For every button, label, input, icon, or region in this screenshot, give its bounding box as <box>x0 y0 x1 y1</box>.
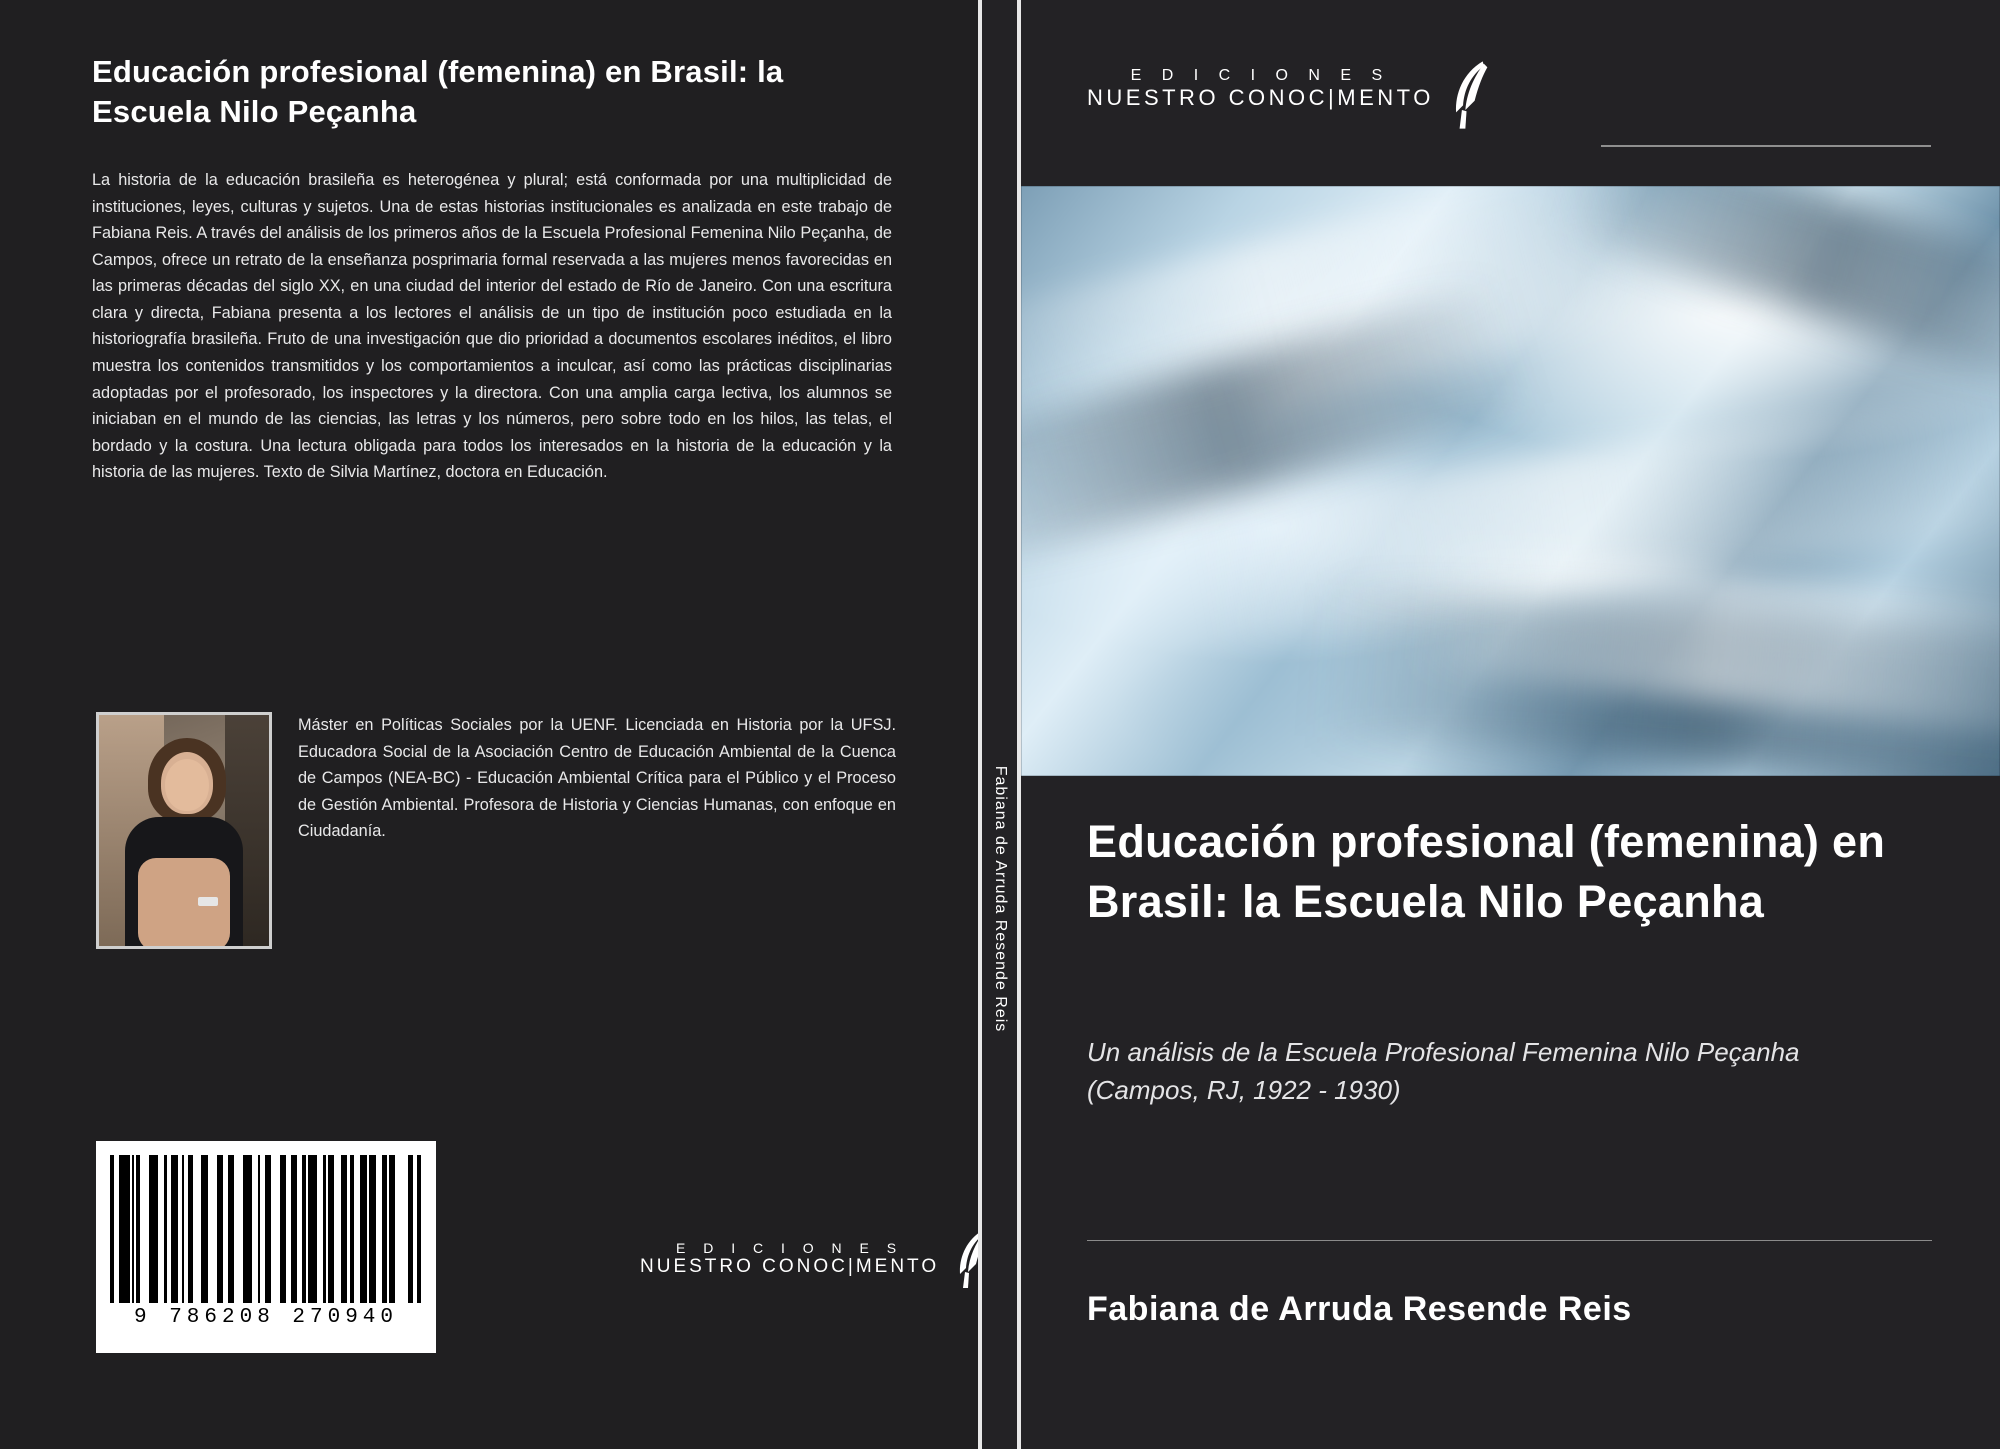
barcode-bars <box>110 1155 422 1303</box>
publisher-logo-front <box>1087 58 1486 120</box>
front-cover-subtitle: Un análisis de la Escuela Profesional Femenina Nilo Peçanha (Campos, RJ, 1922 - 1930) <box>1087 1037 1800 1105</box>
cover-image-silk-fabric <box>1021 186 2000 776</box>
front-cover-header <box>1021 0 2000 186</box>
author-photo <box>96 712 272 949</box>
publisher-name-line2: NUESTRO CONOC|MENTO <box>640 1256 940 1278</box>
front-cover-divider <box>1087 1240 1932 1241</box>
publisher-name-line1: E D I C I O N E S <box>675 1239 904 1256</box>
publisher-name-line2: NUESTRO CONOC|MENTO <box>1087 85 1434 111</box>
header-divider <box>1601 145 1931 147</box>
author-block <box>96 712 896 949</box>
quill-icon <box>1448 58 1486 120</box>
back-cover-title: Educación profesional (femenina) en Brasil: la Escuela Nilo Peçanha <box>92 54 784 130</box>
book-spine <box>978 0 1021 1449</box>
barcode <box>96 1141 436 1353</box>
back-cover-blurb: La historia de la educación brasileña es heterogénea y plural; está conformada por una multiplicidad de instituciones, leyes, culturas y sujetos. Una de estas historias institucionales es analizada en este trabajo de Fabiana Reis. A través del análisis de los primeros años de la Escuela Profesional Femenina Nilo Peçanha, de Campos, ofrece un retrato de la enseñanza posprimaria formal reservada a las mujeres menos favorecidas en las primeras décadas del siglo XX, en una ciudad del interior del estado de Río de Janeiro. Con una escritura clara y directa, Fabiana presenta a los lectores el análisis de un tipo de institución poco estudiada en la historiografía brasileña. Fruto de una investigación que dio prioridad a documentos escolares inéditos, el libro muestra los contenidos transmitidos y los comportamientos a inculcar, así como las prácticas disciplinarias adoptadas por el profesorado, los inspectores y la directora. Con una amplia carga lectiva, los alumnos se iniciaban en el mundo de las ciencias, las letras y los números, pero sobre todo en los hilos, las telas, el bordado y la costura. Una lectura obligada para todos los interesados en la historia de la educación y la historia de las mujeres. Texto de Silvia Martínez, doctora en Educación. <box>92 171 892 482</box>
barcode-digits: 9 786208 270940 <box>133 1306 399 1329</box>
front-cover-title: Educación profesional (femenina) en Brasil: la Escuela Nilo Peçanha <box>1087 816 1886 927</box>
front-cover <box>1021 0 2000 1449</box>
publisher-name-line1: E D I C I O N E S <box>1130 66 1391 84</box>
author-bio: Máster en Políticas Sociales por la UENF. Licenciada en Historia por la UFSJ. Educadora Social de la Asociación Centro de Educación Ambiental de la Cuenca de Campos (NEA-BC) - Educación Ambiental Crítica para el Público y el Proceso de Gestión Ambiental. Profesora de Historia y Ciencias Humanas, con enfoque en Ciudadanía. <box>298 716 896 841</box>
publisher-logo-back <box>640 1228 991 1290</box>
back-cover <box>0 0 978 1449</box>
front-cover-author: Fabiana de Arruda Resende Reis <box>1087 1290 1632 1328</box>
spine-author: Fabiana de Arruda Resende Reis <box>991 765 1009 1033</box>
